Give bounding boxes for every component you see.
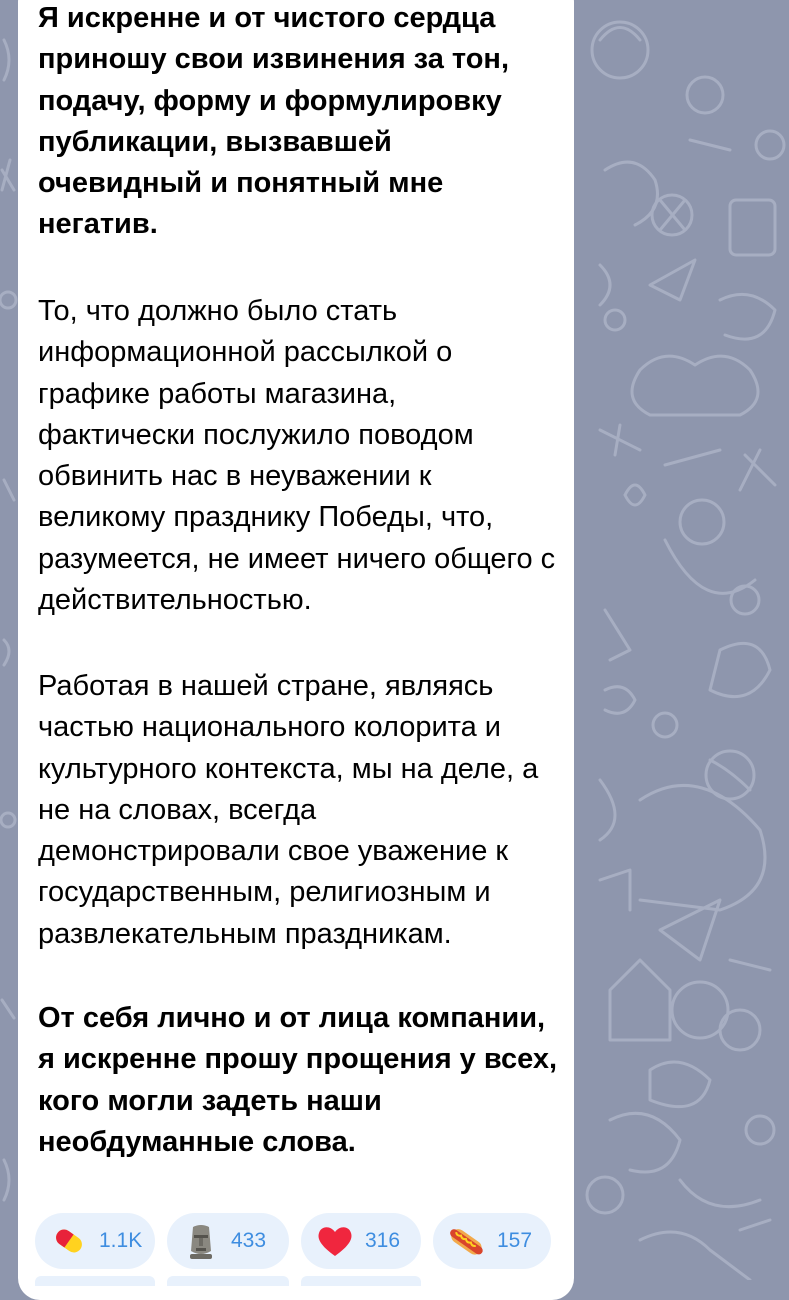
reaction-moai-button[interactable]	[167, 1213, 289, 1269]
reactions-bar	[35, 1213, 551, 1269]
reaction-hotdog-button[interactable]	[433, 1213, 551, 1269]
reaction-count: 157	[497, 1229, 533, 1252]
heart-icon	[315, 1221, 355, 1261]
reaction-count: 316	[365, 1229, 401, 1252]
reaction-button-partial[interactable]	[35, 1276, 155, 1286]
reaction-button-partial[interactable]	[301, 1276, 421, 1286]
message-paragraph: То, что должно было стать информационной рассылкой о графике работы магазина, фактически послужило поводом обвинить нас в неуважении к великому празднику Победы, что, разумеется, не имеет ничего общего с действительностью.	[38, 295, 556, 617]
reaction-button-partial[interactable]	[167, 1276, 289, 1286]
reaction-count: 433	[231, 1229, 267, 1252]
message-paragraph-bold: От себя лично и от лица компании, я искренне прошу прощения у всех, кого могли задеть наши необдуманные слова.	[38, 1002, 558, 1158]
message-paragraph-bold: Я искренне и от чистого сердца приношу свои извинения за тон, подачу, форму и формулировку публикации, вызвавшей очевидный и понятный мне негатив.	[38, 2, 510, 241]
moai-icon	[181, 1221, 221, 1261]
pill-icon	[49, 1221, 89, 1261]
reaction-count: 1.1K	[99, 1229, 143, 1252]
reaction-heart-button[interactable]	[301, 1213, 421, 1269]
reaction-pill-button[interactable]	[35, 1213, 155, 1269]
message-paragraph: Работая в нашей стране, являясь частью национального колорита и культурного контекста, мы на деле, а не на словах, всегда демонстрировали свое уважение к государственным, религиозным и развлекательным праздникам.	[38, 670, 539, 950]
hotdog-icon	[447, 1221, 487, 1261]
reactions-bar-second-row	[35, 1276, 421, 1286]
